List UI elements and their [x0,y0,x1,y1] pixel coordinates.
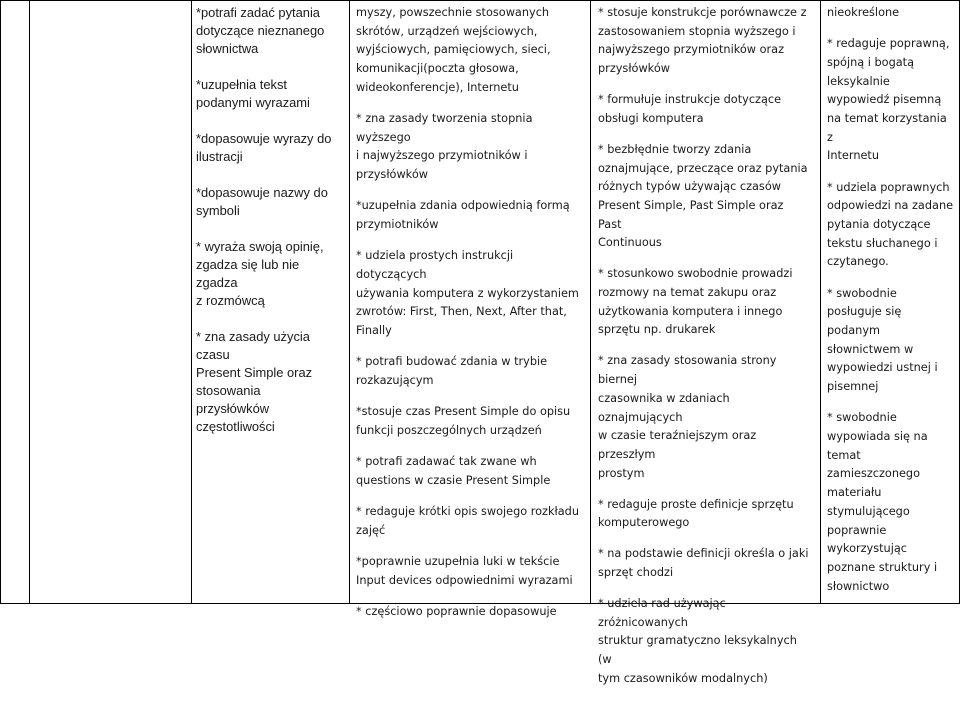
table-cell-text: myszy, powszechnie stosowanych skrótów, urządzeń wejściowych, wyjściowych, pamięciowych, sieci, komunikacji(poczta głosowa, wideokonferencje), Internetu [356,6,551,94]
table-cell-text: * potrafi zadawać tak zwane wh questions w czasie Present Simple [356,455,551,487]
table-cell-text: *uzupełnia tekst podanymi wyrazami [196,77,310,110]
table-cell-text: * redaguje poprawną, spójną i bogatą leksykalnie wypowiedź pisemną na temat korzystania z Internetu [827,37,950,163]
table-cell-text: * swobodnie posługuje się podanym słownictwem w wypowiedzi ustnej i pisemnej [827,286,938,394]
table-top-border [0,0,960,1]
table-border [191,0,192,604]
table-border [0,0,1,604]
table-cell-text: * zna zasady stosowania strony biernej czasownika w zdaniach oznajmujących w czasie teraźniejszym oraz przeszłym prostym [598,354,777,480]
table-border [349,0,350,604]
table-cell-text: * bezbłędnie tworzy zdania oznajmujące, przeczące oraz pytania różnych typów używając czasów Present Simple, Past Simple oraz Past Continuous [598,142,808,250]
table-cell-text: *dopasowuje wyrazy do ilustracji [196,131,332,164]
table-cell-text: * redaguje krótki opis swojego rozkładu zajęć [356,504,579,537]
table-cell-text: * stosunkowo swobodnie prowadzi rozmowy na temat zakupu oraz użytkowania komputera i innego sprzętu np. drukarek [598,267,793,337]
table-cell-text: *stosuje czas Present Simple do opisu funkcji poszczególnych urządzeń [356,405,571,437]
table-cell-text: * wyraża swoją opinię, zgadza się lub nie zgadza z rozmówcą [196,239,324,308]
table-cell-text: * częściowo poprawnie dopasowuje [356,604,557,618]
table-cell-text: nieokreślone [827,6,900,19]
table-border [820,0,821,604]
table-cell-text: *poprawnie uzupełnia luki w tekście Input devices odpowiednimi wyrazami [356,554,573,587]
table-cell-text: * zna zasady tworzenia stopnia wyższego i najwyższego przymiotników i przysłówków [356,112,533,182]
table-border [590,0,591,604]
table-border [29,0,30,604]
table-cell-text: * zna zasady użycia czasu Present Simple oraz stosowania przysłówków częstotliwości [196,329,313,434]
table-column-4 [827,4,955,609]
table-cell-text: * na podstawie definicji określa o jaki sprzęt chodzi [598,547,809,580]
table-cell-text: * potrafi budować zdania w trybie rozkazującym [356,355,548,387]
table-cell-text: * redaguje proste definicje sprzętu komputerowego [598,497,794,530]
table-cell-text: *potrafi zadać pytania dotyczące nieznanego słownictwa [196,5,325,56]
table-cell-text: * stosuje konstrukcje porównawcze z zastosowaniem stopnia wyższego i najwyższego przymiotników oraz przysłówków [598,6,807,76]
table-column-2 [356,4,582,634]
table-column-3 [598,4,810,701]
table-cell-text: *dopasowuje nazwy do symboli [196,185,328,218]
table-cell-text: *uzupełnia zdania odpowiednią formą przymiotników [356,199,570,232]
table-cell-text: * formułuje instrukcje dotyczące obsługi komputera [598,93,782,125]
table-cell-text: * swobodnie wypowiada się na temat zamieszczonego materiału stymulującego poprawnie wykorzystując poznane struktury i słownictwo [827,411,938,593]
table-cell-text: * udziela rad używając zróżnicowanych struktur gramatyczno leksykalnych (w tym czasowników modalnych) [598,597,797,685]
table-cell-text: * udziela poprawnych odpowiedzi na zadane pytania dotyczące tekstu słuchanego i czytanego. [827,180,954,269]
table-cell-text: * udziela prostych instrukcji dotyczących używania komputera z wykorzystaniem zwrotów: First, Then, Next, After that, Finally [356,249,579,338]
table-column-1 [196,4,336,454]
